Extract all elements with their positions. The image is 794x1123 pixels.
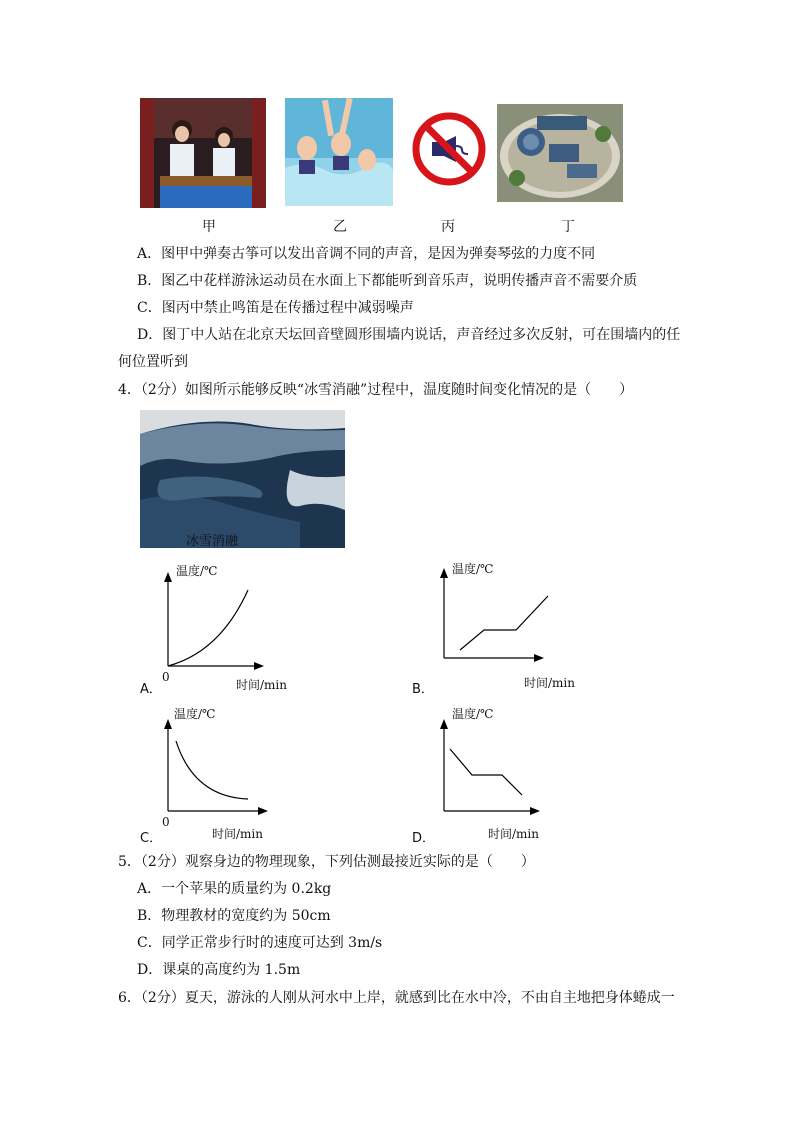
graph-c-ylabel: 温度/℃ — [174, 707, 216, 721]
q4-stem: 4．（2分）如图所示能够反映“冰雪消融”过程中，温度随时间变化情况的是（ ） — [118, 382, 634, 398]
q3-option-b: B．图乙中花样游泳运动员在水面上下都能听到音乐声，说明传播声音不需要介质 — [137, 273, 638, 289]
graph-b — [410, 560, 590, 700]
graph-c-xlabel: 时间/min — [212, 827, 263, 841]
graph-b-xlabel: 时间/min — [524, 676, 575, 690]
q3-option-c: C．图丙中禁止鸣笛是在传播过程中减弱噪声 — [137, 300, 414, 316]
caption-bing: 丙 — [441, 219, 455, 235]
graph-a — [140, 560, 290, 700]
graph-b-letter: B． — [412, 682, 434, 697]
graph-c — [140, 705, 290, 845]
graph-d — [410, 705, 590, 845]
q5-option-c: C．同学正常步行时的速度可达到 3m/s — [137, 935, 383, 951]
graph-a-origin: 0 — [162, 670, 170, 684]
graph-d-letter: D． — [412, 831, 436, 846]
photo-caption: 冰雪消融 — [186, 534, 239, 548]
q5-stem: 5．（2分）观察身边的物理现象，下列估测最接近实际的是（ ） — [118, 854, 535, 870]
q3-option-d: D．图丁中人站在北京天坛回音壁圆形围墙内说话，声音经过多次反射，可在围墙内的任 — [137, 327, 681, 343]
no-horn-sign-icon — [412, 112, 486, 186]
graph-c-letter: C． — [140, 831, 163, 846]
graph-a-ylabel: 温度/℃ — [176, 564, 218, 578]
graph-d-ylabel: 温度/℃ — [452, 707, 494, 721]
caption-yi: 乙 — [333, 219, 347, 235]
caption-ding: 丁 — [561, 219, 575, 235]
graph-d-plot — [410, 705, 590, 845]
graph-c-origin: 0 — [162, 815, 170, 829]
graph-a-xlabel: 时间/min — [236, 678, 287, 692]
q5-option-b: B．物理教材的宽度约为 50cm — [137, 908, 331, 924]
echo-wall-photo — [497, 104, 623, 202]
q5-option-d: D．课桌的高度约为 1.5m — [137, 962, 301, 978]
q3-option-d-cont: 何位置听到 — [118, 354, 188, 370]
q5-option-a: A．一个苹果的质量约为 0.2kg — [137, 881, 332, 897]
melting-ice-photo — [140, 410, 345, 548]
graph-a-letter: A． — [140, 682, 162, 697]
guzheng-photo — [140, 98, 266, 208]
swimmers-photo — [285, 98, 393, 206]
caption-jia: 甲 — [202, 219, 216, 235]
q3-option-a: A．图甲中弹奏古筝可以发出音调不同的声音，是因为弹奏琴弦的力度不同 — [137, 246, 596, 262]
graph-d-xlabel: 时间/min — [488, 827, 539, 841]
q6-stem: 6．（2分）夏天，游泳的人刚从河水中上岸，就感到比在水中冷，不由自主地把身体蜷成一 — [118, 990, 675, 1006]
graph-b-ylabel: 温度/℃ — [452, 562, 494, 576]
